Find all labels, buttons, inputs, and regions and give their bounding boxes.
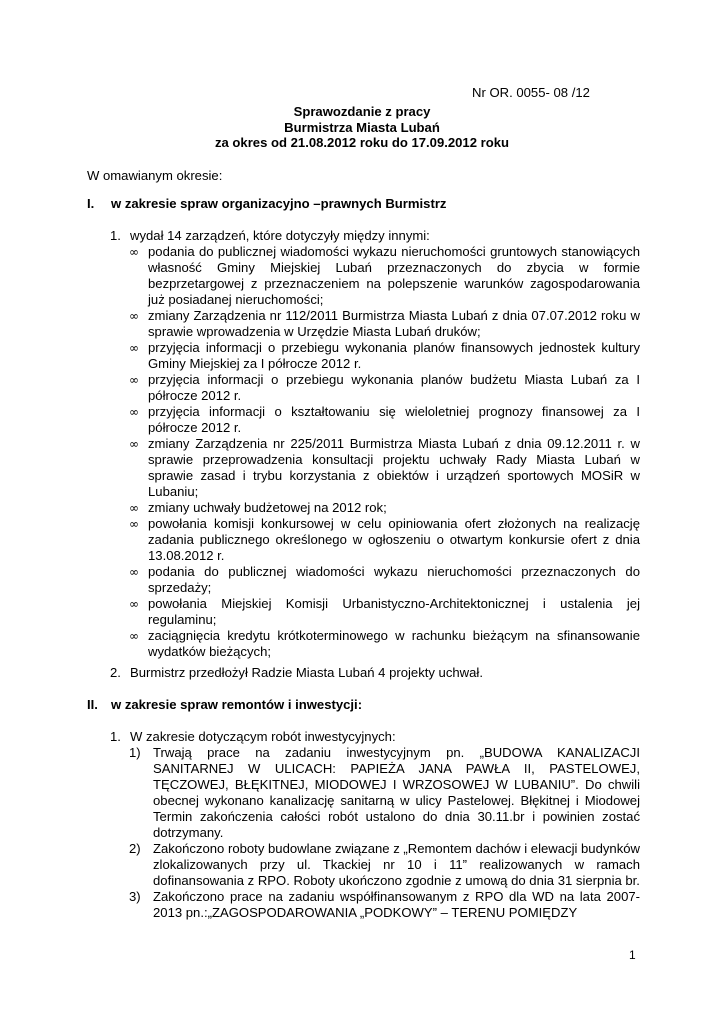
section-number: I. <box>87 196 95 211</box>
item-text: Burmistrz przedłożył Radzie Miasta Lubań 4 projekty uchwał. <box>130 665 483 680</box>
infinity-bullet-icon: ∞ <box>129 405 139 419</box>
section-heading-1 <box>87 196 446 211</box>
list-item <box>110 665 640 681</box>
infinity-bullet-icon: ∞ <box>129 309 139 323</box>
subitem <box>129 841 640 889</box>
infinity-bullet-icon: ∞ <box>129 501 139 515</box>
section-title: w zakresie spraw remontów i inwestycji: <box>111 697 363 712</box>
infinity-bullet-icon: ∞ <box>129 341 139 355</box>
title-line-1: Sprawozdanie z pracy <box>293 104 431 119</box>
page-number: 1 <box>629 948 636 962</box>
infinity-bullet-icon: ∞ <box>129 245 139 259</box>
bullet-item <box>129 564 640 596</box>
section-heading-2 <box>87 697 362 712</box>
title-line-3: za okres od 21.08.2012 roku do 17.09.2012 roku <box>214 135 510 150</box>
item-text: W zakresie dotyczącym robót inwestycyjnych: <box>130 729 396 744</box>
infinity-bullet-icon: ∞ <box>129 517 139 531</box>
subitem-text: Zakończono prace na zadaniu współfinansowanym z RPO dla WD na lata 2007-2013 pn.:„ZAGOSPODAROWANIA „PODKOWY” – TERENU POMIĘDZY <box>153 889 640 920</box>
bullet-text: podania do publicznej wiadomości wykazu nieruchomości gruntowych stanowiących własność Gminy Miejskiej Lubań przeznaczonych do zbycia w formie bezprzetargowej z przeznaczeniem na polepszenie warunków zagospodarowania już posiadanej nieruchomości; <box>148 244 640 307</box>
subitem-number: 1) <box>129 745 141 760</box>
bullet-item <box>129 516 640 564</box>
bullet-item <box>129 596 640 628</box>
bullet-text: zaciągnięcia kredytu krótkoterminowego w rachunku bieżącym na sfinansowanie wydatków bieżących; <box>148 628 640 659</box>
bullet-text: przyjęcia informacji o przebiegu wykonania planów budżetu Miasta Lubań za I półrocze 2012 r. <box>148 372 640 403</box>
section-1-item-1 <box>110 228 640 660</box>
bullet-text: przyjęcia informacji o przebiegu wykonania planów finansowych jednostek kultury Gminy Miejskiej za I półrocze 2012 r. <box>148 340 640 371</box>
subitem <box>129 889 640 921</box>
bullet-text: przyjęcia informacji o kształtowaniu się wieloletniej prognozy finansowej za I półrocze 2012 r. <box>148 404 640 435</box>
bullet-item <box>129 436 640 500</box>
bullet-item <box>129 628 640 660</box>
bullet-text: zmiany uchwały budżetowej na 2012 rok; <box>148 500 387 515</box>
infinity-bullet-icon: ∞ <box>129 437 139 451</box>
bullet-text: zmiany Zarządzenia nr 225/2011 Burmistrza Miasta Lubań z dnia 09.12.2011 r. w sprawie przeprowadzenia konsultacji projektu uchwały Rady Miasta Lubań w sprawie zasad i trybu korzystania z obiektów i urządzeń sportowych MOSiR w Lubaniu; <box>148 436 640 499</box>
bullet-item <box>129 244 640 308</box>
infinity-bullet-icon: ∞ <box>129 629 139 643</box>
bullet-text: zmiany Zarządzenia nr 112/2011 Burmistrza Miasta Lubań z dnia 07.07.2012 roku w sprawie wprowadzenia w Urzędzie Miasta Lubań druków; <box>148 308 640 339</box>
bullet-item <box>129 404 640 436</box>
bullet-item <box>129 308 640 340</box>
subitem-text: Zakończono roboty budowlane związane z „Remontem dachów i elewacji budynków zlokalizowanych przy ul. Tkackiej nr 10 i 11” realizowanych w ramach dofinansowania z RPO. Roboty ukończono zgodnie z umową do dnia 31 sierpnia br. <box>153 841 640 888</box>
item-number: 1. <box>110 228 121 243</box>
section-2-item-1 <box>110 729 640 921</box>
title-line-2: Burmistrza Miasta Lubań <box>284 120 440 135</box>
bullet-item <box>129 372 640 404</box>
subitem-text: Trwają prace na zadaniu inwestycyjnym pn. „BUDOWA KANALIZACJI SANITARNEJ W ULICACH: PAPIEŻA JANA PAWŁA II, PASTELOWEJ, TĘCZOWEJ, BŁĘKITNEJ, MIODOWEJ I WRZOSOWEJ W LUBANIU”. Do chwili obecnej wykonano kanalizację sanitarną w ulicy Pastelowej. Błękitnej i Miodowej Termin zakończenia całości robót ustalono do dnia 30.11.br i powinien zostać dotrzymany. <box>153 745 640 840</box>
document-reference: Nr OR. 0055- 08 /12 <box>472 85 590 100</box>
list-item <box>110 729 640 745</box>
section-title: w zakresie spraw organizacyjno –prawnych Burmistrz <box>111 196 447 211</box>
infinity-bullet-icon: ∞ <box>129 373 139 387</box>
bullet-item <box>129 340 640 372</box>
decree-list <box>129 244 640 660</box>
bullet-text: powołania komisji konkursowej w celu opiniowania ofert złożonych na realizację zadania publicznego określonego w ogłoszeniu o otwartym konkursie ofert z dnia 13.08.2012 r. <box>148 516 640 563</box>
subitem <box>129 745 640 841</box>
subitem-number: 2) <box>129 841 141 856</box>
item-number: 1. <box>110 729 121 744</box>
subitem-number: 3) <box>129 889 141 904</box>
list-item <box>110 228 640 244</box>
bullet-item <box>129 500 640 516</box>
investment-list <box>129 745 640 921</box>
bullet-text: podania do publicznej wiadomości wykazu nieruchomości przeznaczonych do sprzedaży; <box>148 564 640 595</box>
intro-text: W omawianym okresie: <box>87 168 223 183</box>
item-number: 2. <box>110 665 121 680</box>
infinity-bullet-icon: ∞ <box>129 597 139 611</box>
item-text: wydał 14 zarządzeń, które dotyczyły między innymi: <box>130 228 430 243</box>
section-1-item-2 <box>110 665 640 681</box>
section-number: II. <box>87 697 98 712</box>
infinity-bullet-icon: ∞ <box>129 565 139 579</box>
bullet-text: powołania Miejskiej Komisji Urbanistyczno-Architektonicznej i ustalenia jej regulaminu; <box>148 596 640 627</box>
